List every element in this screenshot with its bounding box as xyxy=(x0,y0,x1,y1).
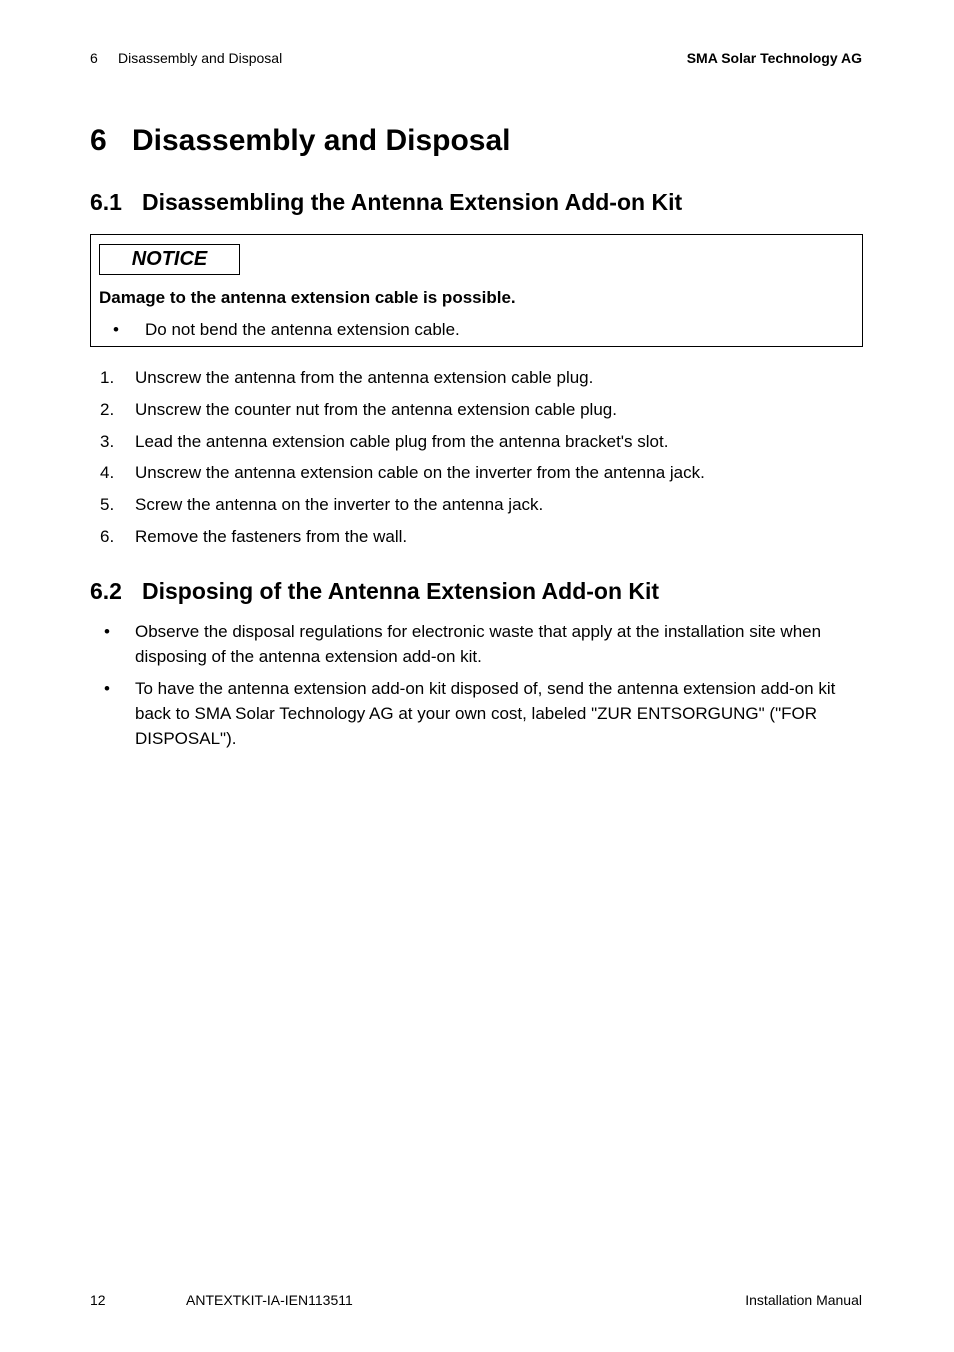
footer-doc-type: Installation Manual xyxy=(745,1292,862,1308)
footer-doc-code: ANTEXTKIT-IA-IEN113511 xyxy=(186,1292,353,1308)
step-number: 6. xyxy=(100,527,115,546)
section-number: 6.1 xyxy=(90,189,122,215)
step-text: Unscrew the counter nut from the antenna extension cable plug. xyxy=(135,400,617,419)
bullet-item xyxy=(104,619,864,669)
step-item xyxy=(100,432,668,452)
header-chapter-number: 6 xyxy=(90,50,98,66)
running-header-chapter xyxy=(90,50,282,66)
footer-page-number: 12 xyxy=(90,1292,106,1308)
section-title-disposing xyxy=(90,578,659,605)
step-text: Screw the antenna on the inverter to the antenna jack. xyxy=(135,495,544,514)
step-item xyxy=(100,400,617,420)
step-number: 3. xyxy=(100,432,115,451)
bullet-marker: • xyxy=(104,622,110,641)
notice-label: NOTICE xyxy=(99,244,240,275)
section-title-text: Disposing of the Antenna Extension Add-on Kit xyxy=(142,578,660,604)
step-number: 4. xyxy=(100,463,115,482)
notice-heading: Damage to the antenna extension cable is possible. xyxy=(99,288,516,307)
notice-box xyxy=(90,234,863,347)
notice-bullet-item xyxy=(113,320,460,340)
bullet-marker: • xyxy=(113,320,119,339)
step-number: 5. xyxy=(100,495,115,514)
step-text: Remove the fasteners from the wall. xyxy=(135,527,408,546)
step-text: Unscrew the antenna from the antenna extension cable plug. xyxy=(135,368,594,387)
chapter-number: 6 xyxy=(90,124,107,157)
chapter-title-text: Disassembly and Disposal xyxy=(132,124,511,157)
bullet-text: Observe the disposal regulations for electronic waste that apply at the installation site when disposing of the antenna extension add-on kit. xyxy=(135,622,822,666)
step-item xyxy=(100,527,407,547)
step-text: Unscrew the antenna extension cable on the inverter from the antenna jack. xyxy=(135,463,705,482)
header-company: SMA Solar Technology AG xyxy=(686,50,862,66)
bullet-marker: • xyxy=(104,679,110,698)
section-number: 6.2 xyxy=(90,578,122,604)
section-title-text: Disassembling the Antenna Extension Add-on Kit xyxy=(142,189,683,215)
step-text: Lead the antenna extension cable plug from the antenna bracket's slot. xyxy=(135,432,669,451)
header-chapter-title: Disassembly and Disposal xyxy=(118,50,283,66)
chapter-title xyxy=(90,124,511,158)
notice-bullet-text: Do not bend the antenna extension cable. xyxy=(145,320,460,339)
bullet-item xyxy=(104,676,864,751)
step-item xyxy=(100,463,705,483)
step-item xyxy=(100,368,593,388)
step-number: 2. xyxy=(100,400,115,419)
step-item xyxy=(100,495,543,515)
section-title-disassembling xyxy=(90,189,682,216)
bullet-text: To have the antenna extension add-on kit disposed of, send the antenna extension add-on kit back to SMA Solar Technology AG at your own cost, labeled "ZUR ENTSORGUNG" ("FOR DISPOSAL"). xyxy=(135,679,836,748)
step-number: 1. xyxy=(100,368,115,387)
